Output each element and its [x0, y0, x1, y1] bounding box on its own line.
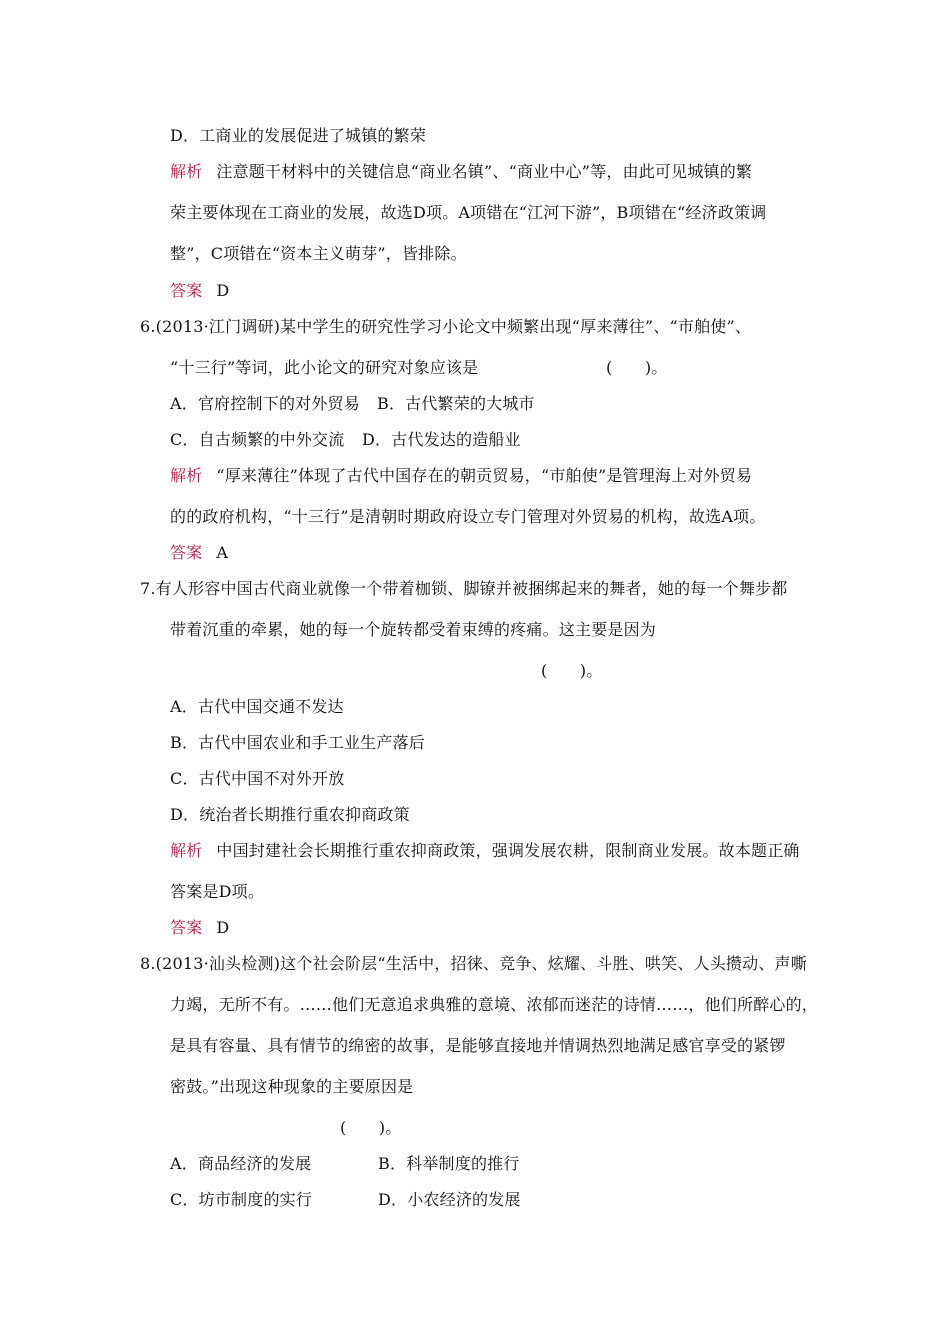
q7-answer-bracket: ( )。: [541, 661, 603, 680]
q6-analysis-line-1: [170, 465, 752, 487]
analysis-text: 中国封建社会长期推行重农抑商政策，强调发展农耕，限制商业发展。故本题正确: [216, 841, 800, 860]
answer-label: 答案: [170, 543, 203, 562]
q8-option-b: B．科举制度的推行: [378, 1154, 520, 1173]
analysis-label: 解析: [170, 841, 203, 860]
q5-analysis-line-1: [170, 161, 752, 183]
q8-stem-line-3: 是具有容量、具有情节的绵密的故事，是能够直接地并情调热烈地满足感官享受的紧锣: [170, 1036, 786, 1055]
q6-stem-line-2: “十三行”等词，此小论文的研究对象应该是: [170, 358, 479, 377]
q8-answer-bracket: ( )。: [340, 1118, 402, 1137]
q8-option-a: A．商品经济的发展: [170, 1154, 312, 1173]
q6-answer: [170, 542, 228, 564]
q7-option-c: C．古代中国不对外开放: [170, 769, 345, 788]
q6-answer-bracket: ( )。: [606, 358, 668, 377]
q6-option-a: A．官府控制下的对外贸易: [170, 394, 360, 413]
answer-label: 答案: [170, 281, 203, 300]
q6-option-d: D．古代发达的造船业: [362, 430, 521, 449]
q7-option-b: B．古代中国农业和手工业生产落后: [170, 733, 425, 752]
analysis-label: 解析: [170, 162, 203, 181]
q7-stem-line-2: 带着沉重的牵累，她的每一个旋转都受着束缚的疼痛。这主要是因为: [170, 620, 657, 639]
q6-option-c: C．自古频繁的中外交流: [170, 430, 345, 449]
q5-option-d: D．工商业的发展促进了城镇的繁荣: [170, 126, 427, 145]
answer-value: D: [216, 281, 230, 300]
q8-stem-line-4: 密鼓。”出现这种现象的主要原因是: [170, 1077, 414, 1096]
q8-stem-line-1: 8.(2013·汕头检测)这个社会阶层“生活中，招徕、竞争、炫耀、斗胜、哄笑、人头攒动、声嘶: [140, 954, 807, 973]
q7-analysis-line-2: 答案是D项。: [170, 882, 265, 901]
q6-analysis-line-2: 的的政府机构，“十三行”是清朝时期政府设立专门管理对外贸易的机构，故选A项。: [170, 507, 766, 526]
q5-answer: [170, 280, 229, 302]
analysis-text: “厚来薄往”体现了古代中国存在的朝贡贸易，“市舶使”是管理海上对外贸易: [216, 466, 753, 485]
q7-stem-line-1: 7.有人形容中国古代商业就像一个带着枷锁、脚镣并被捆绑起来的舞者，她的每一个舞步都: [140, 579, 788, 598]
q7-option-d: D．统治者长期推行重农抑商政策: [170, 805, 410, 824]
q6-option-b: B．古代繁荣的大城市: [377, 394, 535, 413]
q6-stem-line-1: 6.(2013·江门调研)某中学生的研究性学习小论文中频繁出现“厚来薄往”、“市舶使”、: [140, 317, 752, 336]
q8-option-d: D．小农经济的发展: [378, 1190, 521, 1209]
q5-analysis-line-3: 整”，C项错在“资本主义萌芽”，皆排除。: [170, 244, 467, 263]
q5-analysis-line-2: 荣主要体现在工商业的发展，故选D项。A项错在“江河下游”，B项错在“经济政策调: [170, 203, 767, 222]
answer-value: A: [216, 543, 229, 562]
q8-stem-line-2: 力竭，无所不有。……他们无意追求典雅的意境、浓郁而迷茫的诗情……，他们所醉心的，: [170, 995, 819, 1014]
analysis-label: 解析: [170, 466, 203, 485]
q7-answer: [170, 917, 229, 939]
q8-option-c: C．坊市制度的实行: [170, 1190, 313, 1209]
analysis-text: 注意题干材料中的关键信息“商业名镇”、“商业中心”等，由此可见城镇的繁: [216, 162, 753, 181]
q7-option-a: A．古代中国交通不发达: [170, 697, 344, 716]
answer-value: D: [216, 918, 230, 937]
answer-label: 答案: [170, 918, 203, 937]
q7-analysis-line-1: [170, 840, 800, 862]
